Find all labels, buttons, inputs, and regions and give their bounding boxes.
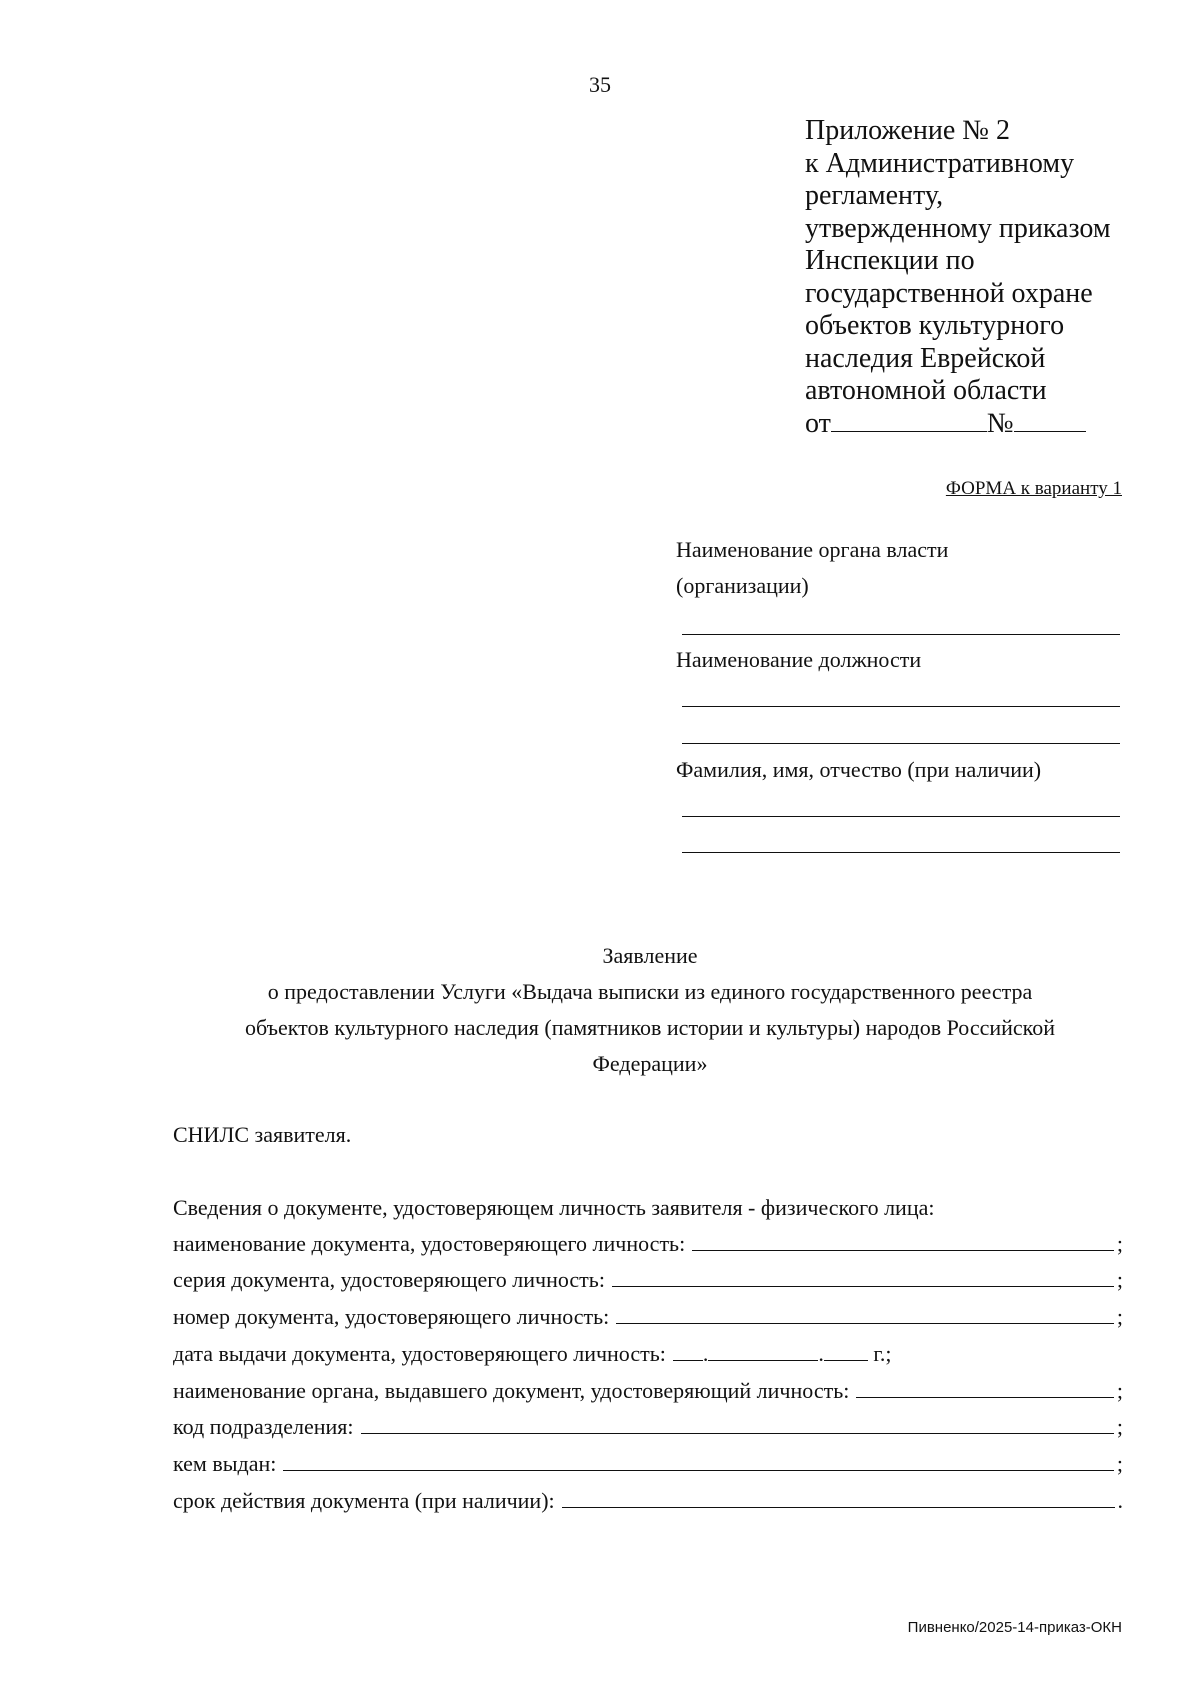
- division-code-input[interactable]: [361, 1409, 1114, 1434]
- document-section-heading: [173, 1190, 1123, 1226]
- statement-subtitle-line: о предоставлении Услуги «Выдача выписки из единого государственного реестра: [267, 979, 1033, 1004]
- field-issued-by: [173, 1446, 1123, 1482]
- field-label: дата выдачи документа, удостоверяющего личность:: [173, 1341, 666, 1366]
- field-label: код подразделения:: [173, 1414, 354, 1439]
- date-separator: .: [702, 1341, 709, 1366]
- annex-line: утвержденному приказом: [805, 212, 1111, 244]
- document-heading-text: Сведения о документе, удостоверяющем личность заявителя - физического лица:: [173, 1195, 935, 1220]
- form-variant-label: ФОРМА к варианту 1: [945, 478, 1122, 499]
- issue-year-input[interactable]: [824, 1338, 868, 1361]
- field-division-code: [173, 1409, 1123, 1445]
- field-issue-date: [173, 1336, 1123, 1372]
- document-name-input[interactable]: [692, 1226, 1114, 1251]
- fio-label: Фамилия, имя, отчество (при наличии): [676, 757, 1042, 782]
- field-label: срок действия документа (при наличии):: [173, 1488, 555, 1513]
- field-issuing-authority: [173, 1373, 1123, 1409]
- field-label: наименование документа, удостоверяющего личность:: [173, 1231, 686, 1256]
- statement-subtitle-line: объектов культурного наследия (памятников истории и культуры) народов Российской: [244, 1015, 1056, 1040]
- annex-date-blank[interactable]: [831, 409, 987, 432]
- fio-fill-line-2[interactable]: [682, 852, 1120, 853]
- field-end: ;: [1116, 1451, 1123, 1476]
- annex-line: объектов культурного: [805, 310, 1065, 341]
- issued-by-input[interactable]: [283, 1446, 1114, 1471]
- field-end: ;: [1116, 1267, 1123, 1292]
- annex-line: регламенту,: [805, 180, 944, 211]
- field-end: ;: [1116, 1304, 1123, 1329]
- organ-fill-line[interactable]: [682, 634, 1120, 635]
- field-document-series: [173, 1262, 1123, 1298]
- annex-line: к Административному: [805, 147, 1075, 179]
- position-label: Наименование должности: [676, 647, 922, 672]
- document-number-input[interactable]: [616, 1299, 1114, 1324]
- annex-line: государственной охране: [805, 277, 1093, 309]
- document-footer-reference: Пивненко/2025-14-приказ-ОКН: [907, 1619, 1122, 1636]
- issuing-authority-input[interactable]: [856, 1373, 1114, 1398]
- field-document-number: [173, 1299, 1123, 1335]
- position-fill-line-2[interactable]: [682, 743, 1120, 744]
- statement-title: Заявление: [602, 943, 698, 968]
- annex-line: наследия Еврейской: [805, 342, 1046, 374]
- issue-month-input[interactable]: [708, 1338, 818, 1361]
- organ-label-line2: (организации): [676, 573, 809, 598]
- annex-from-label: от: [805, 407, 831, 439]
- validity-period-input[interactable]: [562, 1483, 1115, 1508]
- statement-title-block: [100, 938, 1200, 1082]
- issue-day-input[interactable]: [673, 1338, 703, 1361]
- annex-number-sign: №: [986, 407, 1014, 439]
- snils-label: СНИЛС заявителя.: [173, 1122, 352, 1147]
- field-end: ;: [1116, 1414, 1123, 1439]
- annex-line: автономной области: [805, 375, 1047, 406]
- field-end: .: [1117, 1488, 1123, 1513]
- statement-subtitle-line: Федерации»: [592, 1051, 708, 1076]
- field-document-name: [173, 1226, 1123, 1262]
- document-series-input[interactable]: [612, 1262, 1114, 1287]
- field-validity-period: [173, 1483, 1123, 1519]
- position-fill-line-1[interactable]: [682, 706, 1120, 707]
- page-number: 35: [589, 72, 611, 97]
- field-end: ;: [1116, 1231, 1123, 1256]
- annex-line: Инспекции по: [805, 245, 975, 276]
- field-end: ;: [1116, 1378, 1123, 1403]
- date-separator: .: [818, 1341, 824, 1366]
- annex-line: Приложение № 2: [805, 115, 1010, 146]
- annex-block: [805, 115, 1185, 440]
- field-label: номер документа, удостоверяющего личность:: [173, 1304, 610, 1329]
- field-label: кем выдан:: [173, 1451, 277, 1476]
- annex-date-number-line: [805, 408, 1185, 441]
- organ-label-line1: Наименование органа власти: [676, 537, 949, 562]
- field-end: г.;: [867, 1341, 892, 1366]
- field-label: серия документа, удостоверяющего личность:: [173, 1267, 605, 1292]
- annex-number-blank[interactable]: [1014, 409, 1086, 432]
- field-label: наименование органа, выдавшего документ, удостоверяющий личность:: [173, 1378, 850, 1403]
- fio-fill-line-1[interactable]: [682, 816, 1120, 817]
